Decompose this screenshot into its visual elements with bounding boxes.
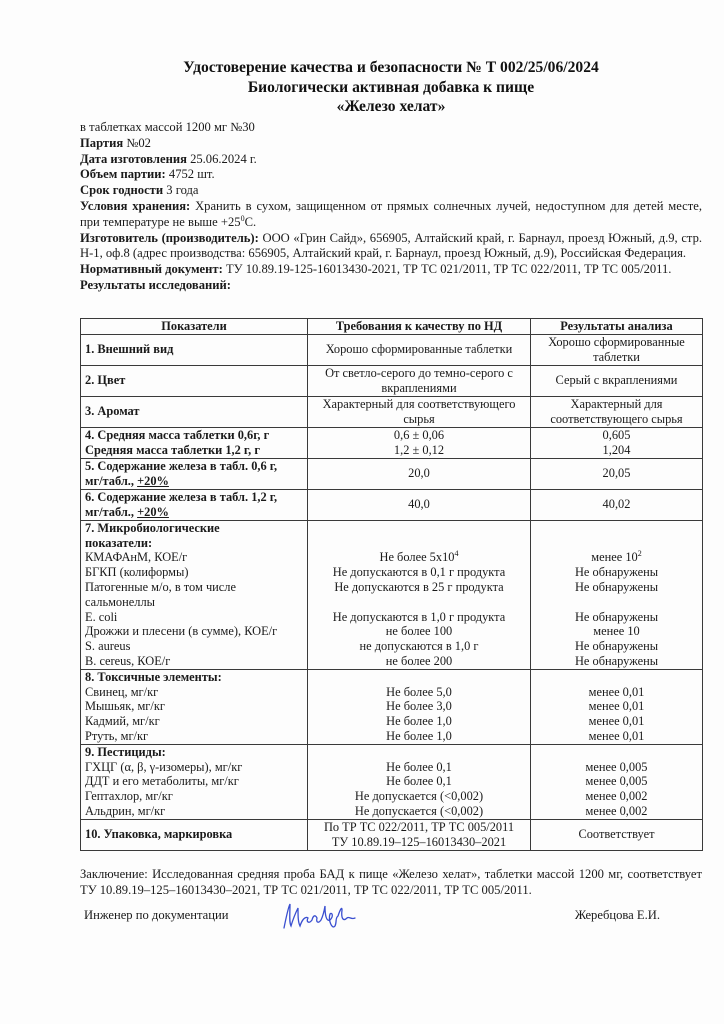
table-row: 6. Содержание железа в табл. 1,2 г, мг/табл., +20% 40,0 40,02 [81, 489, 703, 520]
manufacturer: Изготовитель (производитель): ООО «Грин Сайд», 656905, Алтайский край, г. Барнаул, проезд Южный, д.9, стр. Н-1, оф.8 (адрес производства: 656905, Алтайский край, г. Барнаул, проезд Южный, д.9), Российская Федерация. [80, 230, 703, 261]
signer-name: Жеребцова Е.И. [574, 908, 660, 922]
results-heading: Результаты исследований: [80, 277, 231, 292]
table-row: 3. Аромат Характерный для соответствующего сырья Характерный для соответствующего сырья [81, 396, 703, 427]
table-row: 4. Средняя масса таблетки 0,6г, г Средняя масса таблетки 1,2 г, г 0,6 ± 0,06 1,2 ± 0,12 0,605 1,204 [81, 427, 703, 458]
signer-role: Инженер по документации [84, 908, 229, 922]
conclusion: Заключение: Исследованная средняя проба БАД к пище «Железо хелат», таблетки массой 1200 мг, соответствует ТУ 10.89.19–125–16013430–2021, ТР ТС 021/2011, ТР ТС 022/2011, ТР ТС 005/2011. [80, 867, 702, 897]
batch-volume-line: Объем партии: 4752 шт. [80, 167, 215, 182]
table-header-row [81, 319, 703, 335]
document-title [80, 58, 702, 117]
shelf-life-line: Срок годности 3 года [80, 183, 199, 198]
manufacture-date-line: Дата изготовления 25.06.2024 г. [80, 151, 257, 166]
header-results: Результаты анализа [531, 319, 703, 335]
table-row-microbiology: 7. Микробиологические показатели: КМАФАнМ, КОЕ/г БГКП (колиформы) Патогенные м/о, в том числе сальмонеллы E. coli Дрожжи и плесени (в сумме), КОЕ/г S. aureus B. cereus, КОЕ/г Не более $5х10^4$ Не допускаются в 0,1 г продукта Не допускаются в 25 г продукта Не допускаются в 1,0 г продукта не более 100 не допускаются в 1,0 г не более 200 менее $10^2$ Не обнаружены Не обнаружены Не обнаружены менее 10 Не обнаружены Не обнаружены [81, 520, 703, 669]
storage-conditions: Условия хранения: Хранить в сухом, защищенном от прямых солнечных лучей, недоступном для детей месте, при температуре не выше $+25^0С$. [80, 198, 702, 229]
title-line-2: Биологически активная добавка к пище [247, 78, 535, 96]
table-row: 5. Содержание железа в табл. 0,6 г, мг/табл., +20% 20,0 20,05 [81, 458, 703, 489]
table-row: 10. Упаковка, маркировка По ТР ТС 022/2011, ТР ТС 005/2011 ТУ 10.89.19–125–16013430–2021 Соответствует [81, 819, 703, 850]
table-row-toxic-elements: 8. Токсичные элементы: Свинец, мг/кг Мышьяк, мг/кг Кадмий, мг/кг Ртуть, мг/кг Не более 5,0 Не более 3,0 Не более 1,0 Не более 1,0 менее 0,01 менее 0,01 менее 0,01 менее 0,01 [81, 669, 703, 744]
header-indicators: Показатели [81, 319, 308, 335]
handwritten-signature-icon [280, 900, 360, 934]
table-row: 1. Внешний вид Хорошо сформированные таблетки Хорошо сформированные таблетки [81, 334, 703, 365]
batch-line: Партия №02 [80, 135, 151, 150]
title-line-1: Удостоверение качества и безопасности № Т 002/25/06/2024 [183, 59, 599, 76]
header-requirements: Требования к качеству по НД [308, 319, 531, 335]
normative-document: Нормативный документ: ТУ 10.89.19-125-16013430-2021, ТР ТС 021/2011, ТР ТС 022/2011, ТР ТС 005/2011. [80, 262, 672, 277]
table-row-pesticides: 9. Пестициды: ГХЦГ (α, β, γ-изомеры), мг/кг ДДТ и его метаболиты, мг/кг Гептахлор, мг/кг Альдрин, мг/кг Не более 0,1 Не более 0,1 Не допускается (<0,002) Не допускается (<0,002) менее 0,005 менее 0,005 менее 0,002 менее 0,002 [81, 744, 703, 819]
product-form: в таблетках массой 1200 мг №30 [80, 120, 255, 134]
results-table [80, 318, 703, 851]
table-row: 2. Цвет От светло-серого до темно-серого с вкраплениями Серый с вкраплениями [81, 365, 703, 396]
title-line-3: «Железо хелат» [336, 98, 446, 115]
product-info [80, 120, 702, 294]
signature-block [80, 908, 702, 938]
